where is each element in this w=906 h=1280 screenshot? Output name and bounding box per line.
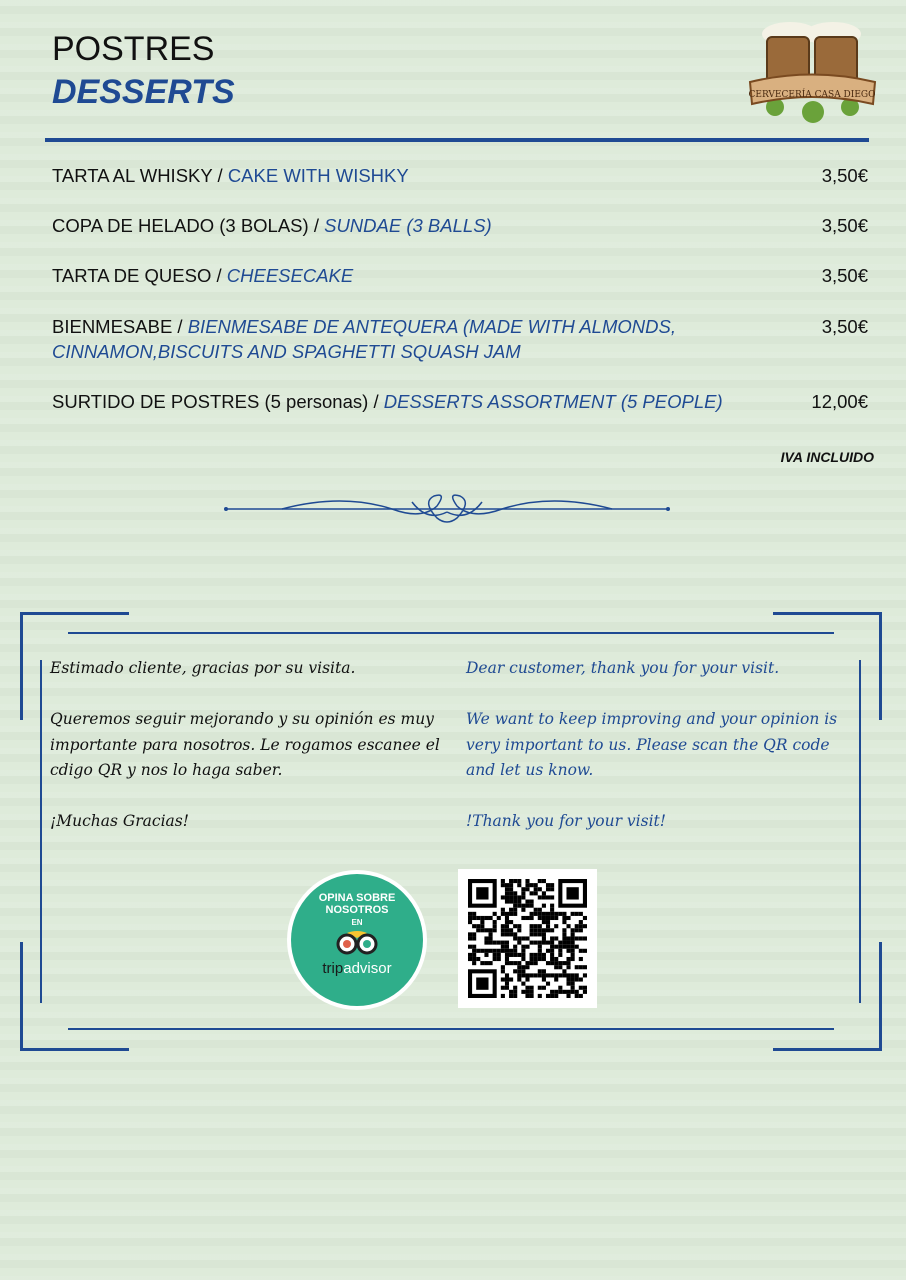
header-divider xyxy=(45,138,869,142)
ornament-divider xyxy=(222,488,672,528)
brewery-logo xyxy=(745,12,880,127)
price: 3,50€ xyxy=(821,165,868,186)
qr-code[interactable] xyxy=(458,869,597,1008)
menu-item: SURTIDO DE POSTRES (5 personas) / DESSERTS ASSORTMENT (5 PEOPLE) 12,00€ xyxy=(52,391,868,412)
price: 3,50€ xyxy=(821,265,868,286)
menu-item: TARTA DE QUESO / CHEESECAKE 3,50€ xyxy=(52,265,868,286)
page-subtitle: DESSERTS xyxy=(52,73,235,111)
menu-item: TARTA AL WHISKY / CAKE WITH WISHKY 3,50€ xyxy=(52,165,868,186)
price: 3,50€ xyxy=(821,215,868,236)
message-spanish: Estimado cliente, gracias por su visita. Queremos seguir mejorando y su opinión es muy importante para nosotros. Le rogamos escanee el cdigo QR y nos lo haga saber. ¡Muchas Gracias! xyxy=(50,659,440,830)
price: 12,00€ xyxy=(811,391,868,412)
menu-item: BIENMESABE / BIENMESABE DE ANTEQUERA (MADE WITH ALMONDS, CINNAMON,BISCUITS AND SPAGHETTI SQUASH JAM 3,50€ xyxy=(52,316,868,362)
tripadvisor-badge[interactable]: OPINA SOBRE NOSOTROS EN tripadvisor xyxy=(287,870,427,1010)
tax-note: IVA INCLUIDO xyxy=(780,449,874,465)
page-title: POSTRES xyxy=(52,30,215,68)
price: 3,50€ xyxy=(821,316,868,337)
owl-icon xyxy=(332,929,382,955)
menu-item: COPA DE HELADO (3 BOLAS) / SUNDAE (3 BALLS) 3,50€ xyxy=(52,215,868,236)
svg-text:CERVECERÍA CASA DIEGO: CERVECERÍA CASA DIEGO xyxy=(748,90,876,100)
message-english: Dear customer, thank you for your visit. We want to keep improving and your opinion is very important to us. Please scan the QR code and let us know. !Thank you for your visit! xyxy=(466,659,838,830)
